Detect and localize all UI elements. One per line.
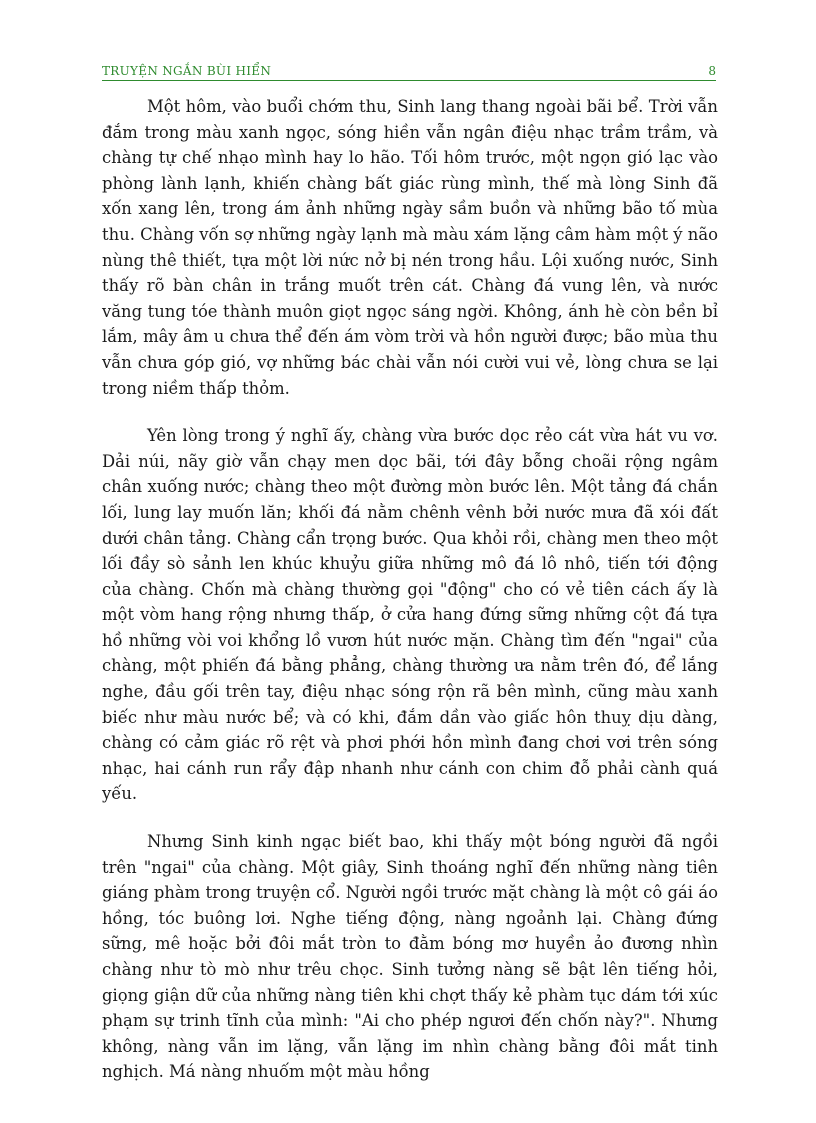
running-header — [102, 60, 716, 81]
story-body — [102, 94, 718, 1107]
paragraph-3: Nhưng Sinh kinh ngạc biết bao, khi thấy một bóng người đã ngồi trên "ngai" của chàng. Một giây, Sinh thoáng nghĩ đến những nàng tiên giáng phàm trong truyện cổ. Người ngồi trước mặt chàng là một cô gái áo hồng, tóc buông lơi. Nghe tiếng động, nàng ngoảnh lại. Chàng đứng sững, mê hoặc bởi đôi mắt tròn to đằm bóng mơ huyền ảo đương nhìn chàng như tò mò như trêu chọc. Sinh tưởng nàng sẽ bật lên tiếng hỏi, giọng giận dữ của những nàng tiên khi chợt thấy kẻ phàm tục dám tới xúc phạm sự trinh tĩnh của mình: "Ai cho phép ngươi đến chốn này?". Nhưng không, nàng vẫn im lặng, vẫn lặng im nhìn chàng bằng đôi mắt tinh nghịch. Má nàng nhuốm một màu hồng — [102, 832, 718, 1082]
paragraph-2: Yên lòng trong ý nghĩ ấy, chàng vừa bước dọc rẻo cát vừa hát vu vơ. Dải núi, nãy giờ vẫn chạy men dọc bãi, tới đây bỗng choãi rộng ngâm chân xuống nước; chàng theo một đường mòn bước lên. Một tảng đá chắn lối, lung lay muốn lăn; khối đá nằm chênh vênh bởi nước mưa đã xói đất dưới chân tảng. Chàng cẩn trọng bước. Qua khỏi rồi, chàng men theo một lối đầy sò sảnh len khúc khuỷu giữa những mô đá lô nhô, tiến tới động của chàng. Chốn mà chàng thường gọi "động" cho có vẻ tiên cách ấy là một vòm hang rộng nhưng thấp, ở cửa hang đứng sững những cột đá tựa hồ những vòi voi khổng lồ vươn hút nước mặn. Chàng tìm đến "ngai" của chàng, một phiến đá bằng phẳng, chàng thường ưa nằm trên đó, để lắng nghe, đầu gối trên tay, điệu nhạc sóng rộn rã bên mình, cũng màu xanh biếc như màu nước bể; và có khi, đắm dần vào giấc hôn thuỵ dịu dàng, chàng có cảm giác rõ rệt và phơi phới hồn mình đang chơi vơi trên sóng nhạc, hai cánh run rẩy đập nhanh như cánh con chim đỗ phải cành quá yếu. — [102, 426, 718, 804]
page-number: 8 — [708, 64, 716, 78]
paragraph-1: Một hôm, vào buổi chớm thu, Sinh lang thang ngoài bãi bể. Trời vẫn đắm trong màu xanh ngọc, sóng hiền vẫn ngân điệu nhạc trầm trầm, và chàng tự chế nhạo mình hay lo hão. Tối hôm trước, một ngọn gió lạc vào phòng lành lạnh, khiến chàng bất giác rùng mình, thế mà lòng Sinh đã xốn xang lên, trong ám ảnh những ngày sầm buồn và những bão tố mùa thu. Chàng vốn sợ những ngày lạnh mà màu xám lặng câm hàm một ý não nùng thê thiết, tựa một lời nức nở bị nén trong hầu. Lội xuống nước, Sinh thấy rõ bàn chân in trắng muốt trên cát. Chàng đá vung lên, và nước văng tung tóe thành muôn giọt ngọc sáng ngời. Không, ánh hè còn bền bỉ lắm, mây âm u chưa thể đến ám vòm trời và hồn người được; bão mùa thu vẫn chưa góp gió, vợ những bác chài vẫn nói cười vui vẻ, lòng chưa se lại trong niềm thấp thỏm. — [102, 97, 718, 398]
book-title: TRUYỆN NGẮN BÙI HIỂN — [102, 64, 272, 78]
